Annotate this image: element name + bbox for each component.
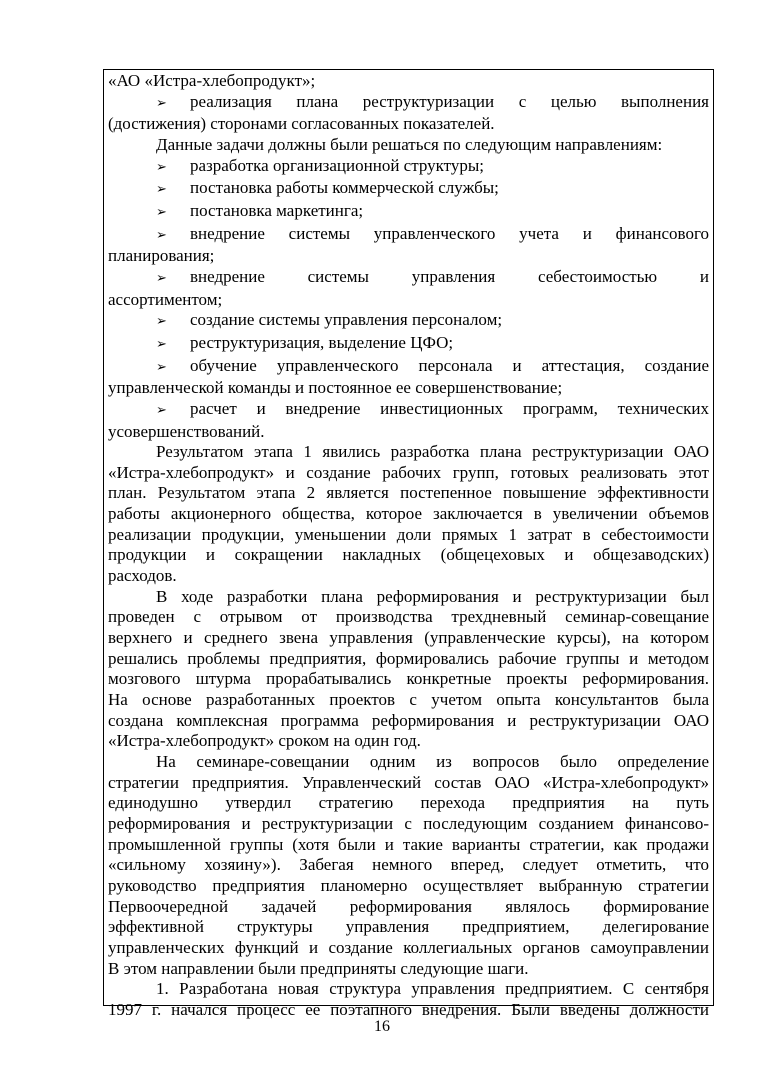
bullet-list-item [108, 399, 709, 422]
arrow-bullet-icon: ➢ [156, 204, 167, 220]
bullet-list-item [108, 224, 709, 247]
text-line [108, 669, 709, 690]
arrow-bullet-icon: ➢ [156, 270, 167, 286]
arrow-bullet-icon: ➢ [156, 227, 167, 243]
text-line [108, 463, 709, 484]
bullet-list-item [108, 333, 709, 356]
bullet-list-item [108, 310, 709, 333]
line-text: ассортиментом; [108, 289, 223, 309]
arrow-bullet-icon: ➢ [156, 182, 167, 198]
line-text: создана комплексная программа реформирования и реструктуризации ОАО [108, 710, 709, 730]
line-text: планирования; [108, 246, 215, 266]
line-text: В ходе разработки плана реформирования и реструктуризации был [156, 586, 709, 606]
text-line [108, 378, 709, 399]
line-text: постановка работы коммерческой службы; [190, 178, 499, 198]
line-text: продукции и сокращении накладных (общецеховых и общезаводских) [108, 545, 709, 565]
text-line [108, 917, 709, 938]
text-line [108, 483, 709, 504]
arrow-bullet-icon: ➢ [156, 314, 167, 330]
text-line [108, 422, 709, 443]
line-text: внедрение системы управления себестоимостью и [190, 266, 709, 286]
bullet-list-item [108, 267, 709, 290]
arrow-bullet-icon: ➢ [156, 359, 167, 375]
line-text: На семинаре-совещании одним из вопросов было определение [156, 752, 709, 771]
text-line [108, 607, 709, 628]
text-line [108, 773, 709, 794]
line-text: эффективной структуры управления предприятием, делегирование [108, 917, 709, 937]
line-text: управленческих функций и создание коллегиальных органов самоуправлении [108, 937, 709, 957]
line-text: проведен с отрывом от производства трехдневный семинар-совещание [108, 607, 709, 627]
line-text: усовершенствований. [108, 421, 265, 441]
line-text: 1. Разработана новая структура управления предприятием. С сентября [156, 979, 709, 999]
line-text: реструктуризация, выделение ЦФО; [190, 332, 454, 352]
line-text: реализации продукции, уменьшении доли прямых 1 затрат в себестоимости [108, 524, 709, 544]
text-line [108, 135, 709, 156]
text-line [108, 525, 709, 546]
text-line [108, 793, 709, 814]
line-text: В этом направлении были предприняты следующие шаги. [108, 958, 529, 978]
line-text: (достижения) сторонами согласованных показателей. [108, 114, 495, 134]
line-text: «АО «Истра-хлебопродукт»; [108, 71, 316, 90]
line-text: план. Результатом этапа 2 является постепенное повышение эффективности [108, 483, 709, 503]
text-line [108, 876, 709, 897]
line-text: разработка организационной структуры; [190, 155, 485, 175]
bullet-list-item [108, 201, 709, 224]
text-line [108, 731, 709, 752]
text-line [108, 545, 709, 566]
line-text: решались проблемы предприятия, формировались рабочие группы и методом [108, 648, 709, 668]
line-text: «сильному хозяину»). Забегая немного вперед, следует отметить, что [108, 855, 709, 875]
text-line [108, 246, 709, 267]
line-text: «Истра-хлебопродукт» и создание рабочих групп, готовых реализовать этот [108, 462, 709, 482]
text-line [108, 587, 709, 608]
text-line [108, 835, 709, 856]
line-text: расходов. [108, 566, 177, 586]
text-line [108, 71, 709, 92]
line-text: стратегии предприятия. Управленческий состав ОАО «Истра-хлебопродукт» [108, 772, 709, 792]
text-line [108, 290, 709, 311]
line-text: «Истра-хлебопродукт» сроком на один год. [108, 731, 421, 751]
text-line [108, 897, 709, 918]
bullet-list-item [108, 92, 709, 115]
text-line [108, 649, 709, 670]
line-text: На основе разработанных проектов с учетом опыта консультантов была [108, 690, 709, 710]
line-text: реализация плана реструктуризации с целью выполнения [190, 91, 709, 111]
text-line [108, 979, 709, 1000]
bullet-list-item [108, 156, 709, 179]
text-line [108, 959, 709, 980]
text-line [108, 711, 709, 732]
arrow-bullet-icon: ➢ [156, 402, 167, 418]
line-text: реформирования и реструктуризации с последующим созданием финансово- [108, 813, 709, 833]
line-text: Данные задачи должны были решаться по следующим направлениям: [156, 134, 663, 154]
text-line [108, 938, 709, 959]
line-text: промышленной группы (хотя были и такие варианты стратегии, как продажи [108, 834, 709, 854]
text-line [108, 114, 709, 135]
bullet-list-item [108, 356, 709, 379]
line-text: управленческой команды и постоянное ее совершенствование; [108, 378, 563, 398]
line-text: руководство предприятия планомерно осуществляет выбранную стратегии [108, 875, 709, 895]
line-text: расчет и внедрение инвестиционных программ, технических [190, 398, 709, 418]
page-number: 16 [374, 1018, 390, 1035]
line-text: мозгового штурма прорабатывались конкретные проекты реформирования. [108, 669, 709, 689]
text-line [108, 752, 709, 773]
arrow-bullet-icon: ➢ [156, 95, 167, 111]
line-text: 1997 г. начался процесс ее поэтапного внедрения. Были введены должности [108, 999, 709, 1019]
line-text: обучение управленческого персонала и аттестация, создание [190, 355, 709, 375]
line-text: Первоочередной задачей реформирования являлось формирование [108, 896, 709, 916]
text-line [108, 855, 709, 876]
document-body [104, 70, 713, 1021]
arrow-bullet-icon: ➢ [156, 336, 167, 352]
text-line [108, 814, 709, 835]
line-text: постановка маркетинга; [190, 200, 364, 220]
line-text: Результатом этапа 1 явились разработка плана реструктуризации ОАО [156, 442, 709, 462]
line-text: единодушно утвердил стратегию перехода предприятия на путь [108, 793, 709, 813]
line-text: внедрение системы управленческого учета и финансового [190, 223, 709, 243]
arrow-bullet-icon: ➢ [156, 159, 167, 175]
text-line [108, 504, 709, 525]
line-text: работы акционерного общества, которое заключается в увеличении объемов [108, 504, 709, 524]
line-text: верхнего и среднего звена управления (управленческие курсы), на котором [108, 628, 709, 648]
page-frame [103, 69, 714, 1019]
text-line [108, 690, 709, 711]
text-line [108, 628, 709, 649]
line-text: создание системы управления персоналом; [190, 310, 503, 330]
bullet-list-item [108, 178, 709, 201]
text-line [108, 442, 709, 463]
text-line [108, 566, 709, 587]
